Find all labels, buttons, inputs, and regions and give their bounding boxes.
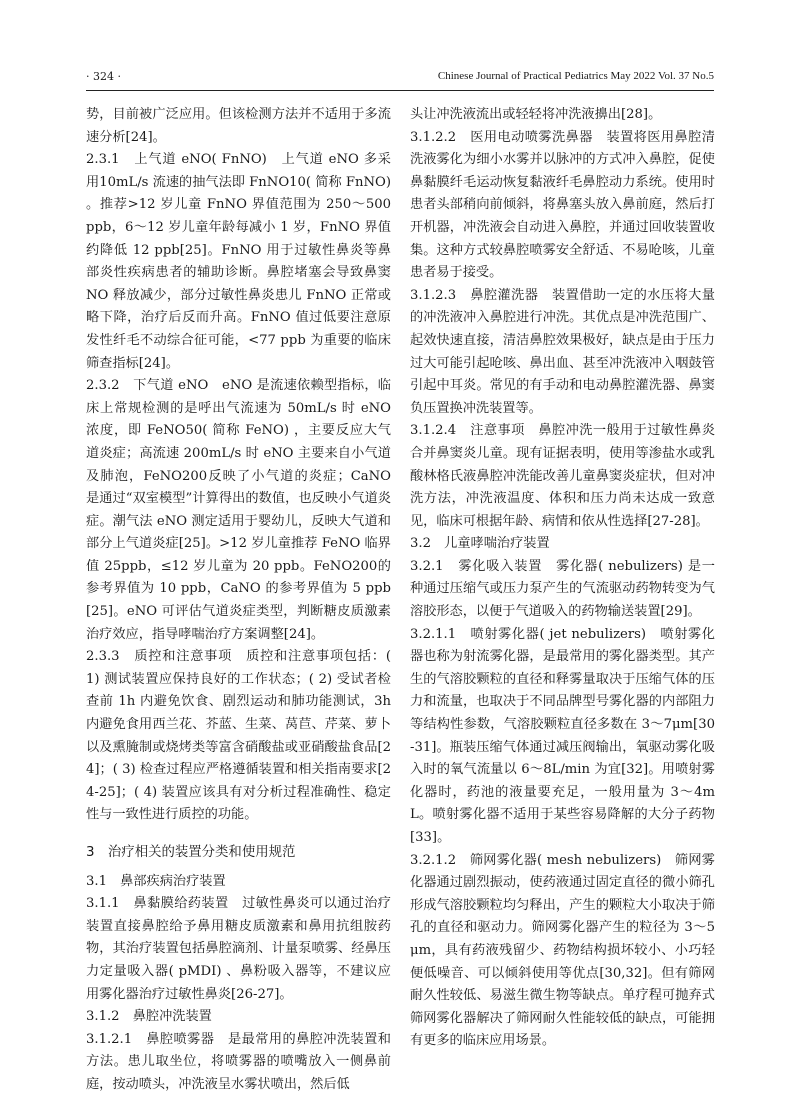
paragraph: 2.3.2 下气道 eNO eNO 是流速依赖型指标，临床上常规检测的是呼出气流速为 50mL/s 时 eNO 浓度，即 FeNO50( 简称 FeNO) ，主要反应大气道炎症；高流速 200mL/s 时 eNO 主要来自小气道及肺泡，FeNO200反映了小气道的炎症；CaNO 是通过“双室模型”计算得出的数值，也反映小气道炎症。潮气法 eNO 测定适用于婴幼儿，反映大气道和部分上气道炎症[25]。>12 岁儿童推荐 FeNO 临界值 25ppb，≤12 岁儿童为 20 ppb。FeNO200的参考界值为 10 ppb，CaNO 的参考界值为 5 ppb[25]。eNO 可评估气道炎症类型，判断糖皮质激素治疗效应，指导哮喘治疗方案调整[24]。: [86, 378, 391, 642]
header-rule: [86, 90, 714, 91]
paragraph: 3.1.2 鼻腔冲洗装置: [86, 1009, 212, 1025]
paragraph: 3.1.2.3 鼻腔灌洗器 装置借助一定的水压将大量的冲洗液冲入鼻腔进行冲洗。其优点是冲洗范围广、起效快速直接，清洁鼻腔效果极好，缺点是由于压力过大可能引起呛咳、鼻出血、甚至冲洗液冲入咽鼓管引起中耳炎。常见的有手动和电动鼻腔灌洗器、鼻窦负压置换冲洗装置等。: [410, 287, 715, 416]
journal-citation: Chinese Journal of Practical Pediatrics May 2022 Vol. 37 No.5: [437, 70, 714, 82]
paragraph: 头让冲洗液流出或轻轻将冲洗液擤出[28]。: [410, 107, 662, 122]
section-heading: 3 治疗相关的装置分类和使用规范: [86, 845, 296, 860]
paragraph: 3.1.2.1 鼻腔喷雾器 是最常用的鼻腔冲洗装置和方法。患儿取坐位，将喷雾器的喷嘴放入一侧鼻前庭，按动喷头，冲洗液呈水雾状喷出，然后低: [86, 1031, 391, 1092]
paragraph: 3.2.1.2 筛网雾化器( mesh nebulizers) 筛网雾化器通过剧烈振动，使药液通过固定直径的微小筛孔形成气溶胶颗粒均匀释出，产生的颗粒大小取决于筛孔的直径和驱动力。筛网雾化器产生的粒径为 3～5μm，具有药液残留少、药物结构损坏较小、小巧轻便低噪音、可以倾斜使用等优点[30,32]。但有筛网耐久性较低、易滋生微生物等缺点。单疗程可抛弃式筛网雾化器解决了筛网耐久性能较低的缺点，可能拥有更多的临床应用场景。: [410, 852, 715, 1049]
paragraph: 势，目前被广泛应用。但该检测方法并不适用于多流速分析[24]。: [86, 107, 391, 145]
paragraph: 2.3.1 上气道 eNO( FnNO) 上气道 eNO 多采用10mL/s 流速的抽气法即 FnNO10( 简称 FnNO) 。推荐>12 岁儿童 FnNO 界值范围为 250～500 ppb，6～12 岁儿童年龄每减小 1 岁，FnNO 界值约降低 12 ppb[25]。FnNO 用于过敏性鼻炎等鼻部炎性疾病患者的辅助诊断。鼻腔堵塞会导致鼻窦 NO 释放减少，部分过敏性鼻炎患儿 FnNO 正常或略下降，治疗后反而升高。FnNO 值过低要注意原发性纤毛不动综合征可能，<77 ppb 为重要的临床筛查指标[24]。: [86, 152, 391, 371]
left-column: [86, 104, 391, 1097]
paragraph: 3.1.2.2 医用电动喷雾洗鼻器 装置将医用鼻腔清洗液雾化为细小水雾并以脉冲的方式冲入鼻腔，促使鼻黏膜纤毛运动恢复黏液纤毛鼻腔动力系统。使用时患者头部稍向前倾斜，将鼻塞头放入鼻前庭，然后打开机器，冲洗液会自动进入鼻腔，并通过回收装置收集。这种方式较鼻腔喷雾安全舒适、不易呛咳，儿童患者易于接受。: [410, 129, 715, 281]
right-column: [410, 104, 715, 1053]
paragraph: 3.2.1 雾化吸入装置 雾化器( nebulizers) 是一种通过压缩气或压力泵产生的气流驱动药物转变为气溶胶形态，以便于气道吸入的药物输送装置[29]。: [410, 558, 715, 620]
paragraph: 3.1.1 鼻黏膜给药装置 过敏性鼻炎可以通过治疗装置直接鼻腔给予鼻用糖皮质激素和鼻用抗组胺药物，其治疗装置包括鼻腔滴剂、计量泵喷雾、经鼻压力定量吸入器( pMDI) 、鼻粉吸入器等，不建议应用雾化器治疗过敏性鼻炎[26-27]。: [86, 896, 391, 1002]
paragraph: 2.3.3 质控和注意事项 质控和注意事项包括：( 1) 测试装置应保持良好的工作状态；( 2) 受试者检查前 1h 内避免饮食、剧烈运动和肺功能测试，3h 内避免食用西兰花、芥蓝、生菜、莴苣、芹菜、萝卜以及熏腌制或烧烤类等富含硝酸盐或亚硝酸盐食品[24]；( 3) 检查过程应严格遵循装置和相关指南要求[24-25]；( 4) 装置应该具有对分析过程准确性、稳定性与一致性进行质控的功能。: [86, 649, 391, 823]
paragraph: 3.2.1.1 喷射雾化器( jet nebulizers) 喷射雾化器也称为射流雾化器，是最常用的雾化器类型。其产生的气溶胶颗粒的直径和释雾量取决于压缩气体的压力和流量，也取决于不同品牌型号雾化器的内部阻力等结构性参数，气溶胶颗粒直径多数在 3～7μm[30-31]。瓶装压缩气体通过减压阀输出，氧驱动雾化吸入时的氧气流量以 6～8L/min 为宜[32]。用喷射雾化器时，药池的液量要充足，一般用量为 3～4mL。喷射雾化器不适用于某些容易降解的大分子药物[33]。: [410, 626, 715, 845]
paragraph: 3.2 儿童哮喘治疗装置: [410, 536, 550, 552]
paragraph: 3.1.2.4 注意事项 鼻腔冲洗一般用于过敏性鼻炎合并鼻窦炎儿童。现有证据表明，使用等渗盐水或乳酸林格氏液鼻腔冲洗能改善儿童鼻窦炎症状，但对冲洗方法，冲洗液温度、体积和压力尚未达成一致意见，临床可根据年龄、病情和依从性选择[27-28]。: [410, 423, 715, 529]
paragraph: 3.1 鼻部疾病治疗装置: [86, 873, 226, 889]
section-gap: [86, 827, 391, 836]
page-number: · 324 ·: [86, 70, 121, 83]
page-header: [86, 70, 714, 88]
